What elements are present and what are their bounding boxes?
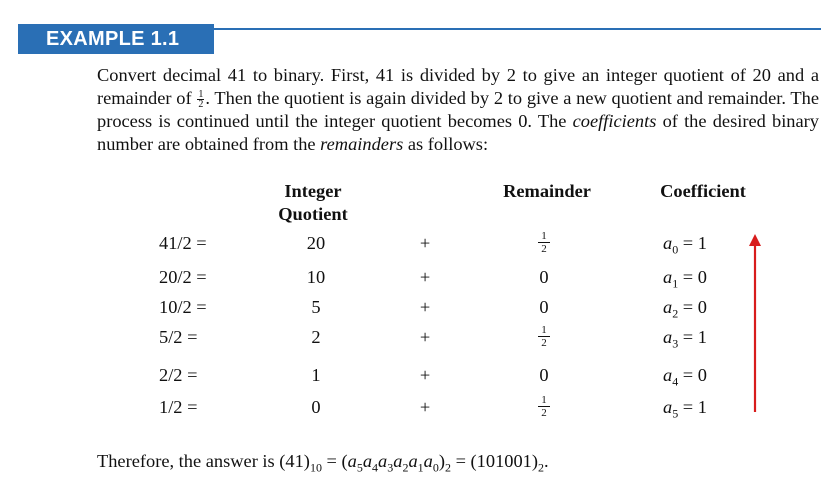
coefficient-var: a xyxy=(362,451,373,471)
coefficient-var: a xyxy=(423,451,433,471)
coefficient-var: a xyxy=(347,451,357,471)
row-quotient: 1 xyxy=(311,365,321,385)
row-plus: + xyxy=(419,365,431,385)
coefficient-subscript: 5 xyxy=(356,460,363,475)
conclusion-text: Therefore, the answer is $(41)_{10} = (a_5a_4a_3a_2a_1a_0)_2 = (101001)_2$. xyxy=(97,451,549,475)
coefficient-var: a xyxy=(408,451,418,471)
coefficient-subscript: 2 xyxy=(402,460,409,475)
row-remainder: 0 xyxy=(539,365,549,385)
intro-paragraph xyxy=(97,64,819,156)
row-coefficient: $a_5 = 1$ xyxy=(663,397,707,421)
coefficient-subscript: 4 xyxy=(372,460,379,475)
coefficient-subscript: 3 xyxy=(387,460,394,475)
row-coefficient: $a_0 = 1$ xyxy=(663,233,707,257)
row-coefficient: $a_2 = 0$ xyxy=(663,297,707,321)
example-label: EXAMPLE 1.1 xyxy=(18,24,214,54)
row-expression: 41/2 = xyxy=(159,233,207,253)
header-integer-quotient: Integer Quotient xyxy=(278,181,348,224)
row-remainder-fraction: $\frac{1}{2}$ xyxy=(534,325,554,348)
row-expression: 20/2 = xyxy=(159,267,207,287)
row-plus: + xyxy=(419,267,431,287)
intro-emphasis-remainders: remainders xyxy=(320,134,404,154)
row-quotient: 5 xyxy=(311,297,321,317)
intro-text-4: as follows: xyxy=(403,134,489,154)
row-quotient: 0 xyxy=(311,397,321,417)
intro-text-3: of the desired binary number are obtained from the xyxy=(97,111,819,154)
row-expression: 2/2 = xyxy=(159,365,198,385)
coefficient-subscript: 1 xyxy=(417,460,424,475)
row-coefficient: $a_1 = 0$ xyxy=(663,267,707,291)
coefficient-subscript: 0 xyxy=(432,460,439,475)
coefficient-sequence xyxy=(347,451,439,475)
row-coefficient: $a_3 = 1$ xyxy=(663,327,707,351)
row-plus: + xyxy=(419,297,431,317)
coefficient-var: a xyxy=(393,451,403,471)
row-expression: 1/2 = xyxy=(159,397,198,417)
row-expression: 5/2 = xyxy=(159,327,198,347)
intro-text-1: Convert decimal 41 to binary. First, 41 is divided by 2 to give an integer quotient of 20 and a remainder of xyxy=(97,65,819,108)
row-remainder-fraction: $\frac{1}{2}$ xyxy=(534,395,554,418)
inline-fraction-half: $\frac{1}{2}$ xyxy=(198,89,204,111)
arrow-up-icon xyxy=(748,234,762,414)
intro-emphasis-coefficients: coefficients xyxy=(572,111,657,131)
row-quotient: 20 xyxy=(306,233,326,253)
row-plus: + xyxy=(419,397,431,417)
row-coefficient: $a_4 = 0$ xyxy=(663,365,707,389)
header-remainder: Remainder xyxy=(503,181,591,201)
row-plus: + xyxy=(419,233,431,253)
row-quotient: 2 xyxy=(311,327,321,347)
header-coefficient: Coefficient xyxy=(660,181,746,201)
coefficient-var: a xyxy=(378,451,388,471)
row-remainder: 0 xyxy=(539,267,549,287)
row-remainder: 0 xyxy=(539,297,549,317)
row-plus: + xyxy=(419,327,431,347)
intro-text-2: . Then the quotient is again divided by 2 to give a new quotient and remainder. The process is continued until the integer quotient becomes 0. The xyxy=(97,88,819,131)
row-quotient: 10 xyxy=(306,267,326,287)
row-remainder-fraction: $\frac{1}{2}$ xyxy=(534,231,554,254)
row-expression: 10/2 = xyxy=(159,297,207,317)
